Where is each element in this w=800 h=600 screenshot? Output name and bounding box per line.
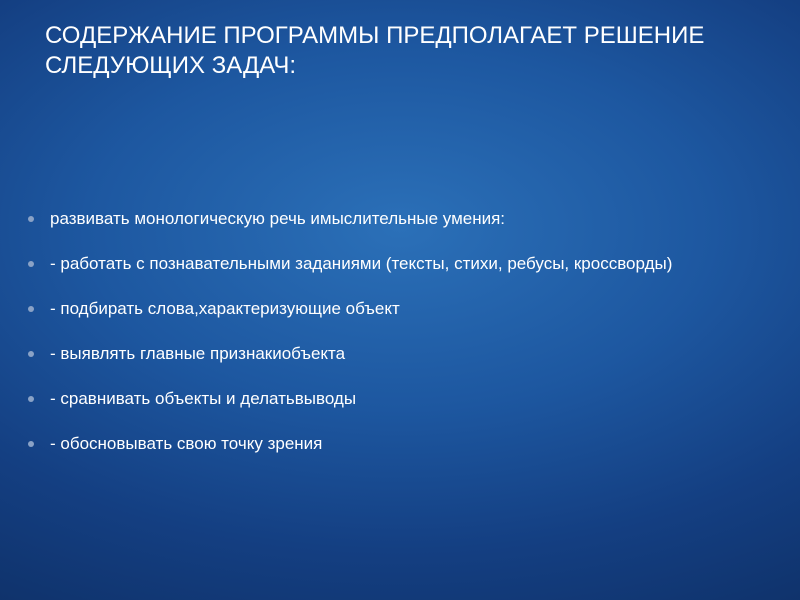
list-item-text: - сравнивать объекты и делатьвыводы bbox=[50, 389, 357, 408]
slide-title-line-2: СЛЕДУЮЩИХ ЗАДАЧ: bbox=[45, 52, 297, 79]
list-item bbox=[26, 341, 766, 367]
bullet-icon bbox=[28, 216, 34, 222]
list-item bbox=[26, 296, 766, 322]
list-item-text: - обосновывать свою точку зрения bbox=[50, 434, 323, 453]
list-item bbox=[26, 386, 766, 412]
list-item-text: - подбирать слова,характеризующие объект bbox=[50, 299, 400, 318]
task-list bbox=[26, 206, 766, 457]
list-item bbox=[26, 251, 766, 277]
list-item-text: развивать монологическую речь имыслительные умения: bbox=[50, 209, 506, 228]
list-item bbox=[26, 431, 766, 457]
list-item-text: - работать с познавательными заданиями (тексты, стихи, ребусы, кроссворды) bbox=[50, 254, 673, 273]
bullet-icon bbox=[28, 261, 34, 267]
list-item bbox=[26, 206, 766, 232]
list-item-text: - выявлять главные признакиобъекта bbox=[50, 344, 346, 363]
bullet-icon bbox=[28, 351, 34, 357]
bullet-icon bbox=[28, 306, 34, 312]
bullet-icon bbox=[28, 396, 34, 402]
slide-title-line-1: СОДЕРЖАНИЕ ПРОГРАММЫ ПРЕДПОЛАГАЕТ РЕШЕНИЕ bbox=[45, 22, 705, 49]
slide-title bbox=[45, 21, 765, 81]
bullet-icon bbox=[28, 441, 34, 447]
